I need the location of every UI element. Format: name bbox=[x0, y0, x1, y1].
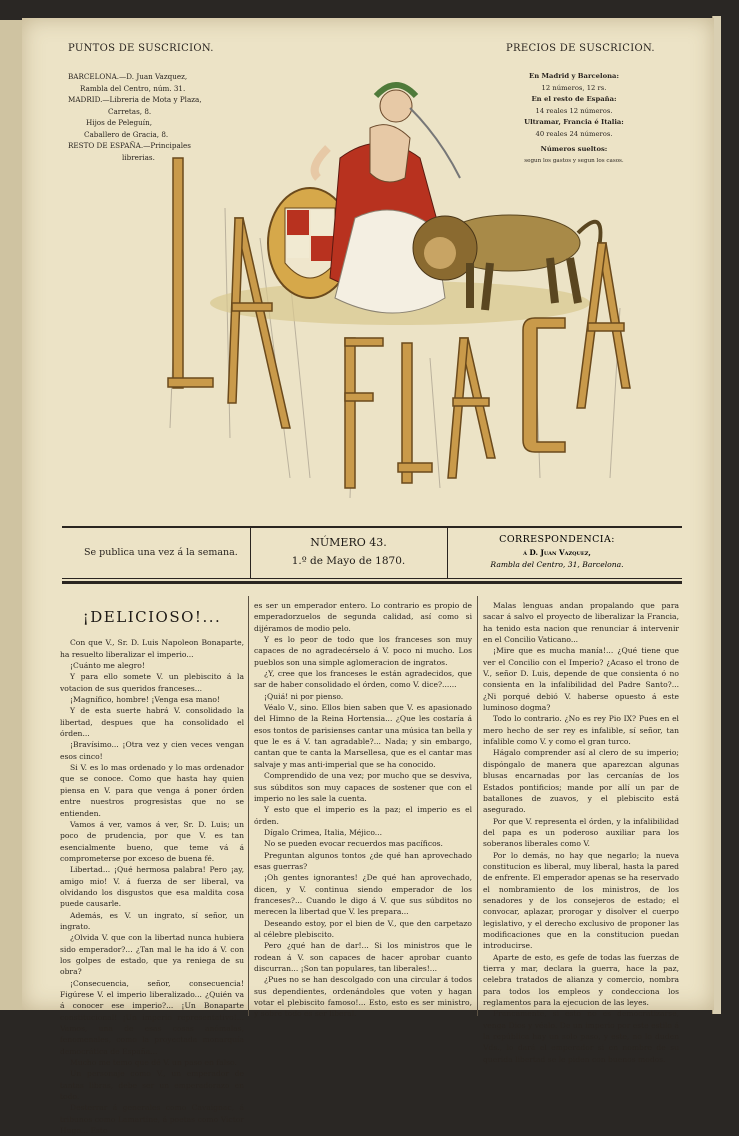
paragraph: Con que V., Sr. D. Luis Napoleon Bonaparte, ha resuelto liberalizar el imperio... bbox=[60, 638, 244, 659]
column-separator bbox=[477, 596, 478, 1016]
left-line: Caballero de Gracia, 8. bbox=[84, 129, 169, 139]
article-column-3 bbox=[483, 600, 679, 1065]
letter-L2-foot bbox=[398, 463, 432, 472]
paragraph: Por lo demás, no hay que negarlo; la nueva constitucion es liberal, muy liberal, hasta la pared de enfrente. El emperador apenas se ha reservado el nombramiento de los ministros, de los senadores y de los consejeros de estado; el convocar, aplazar, prorogar y disolver el cuerpo legislativo, y el derecho exclusivo de proponer las modificaciones que en la constitucion puedan introducirse. bbox=[483, 850, 679, 951]
paragraph: ¡Mire que es mucha manía!... ¿Qué tiene que ver el Concilio con el Imperio? ¿Acaso el trono de V., señor D. Luis, depende de que consienta ó no consienta en la infalibilidad del Padre Santo?... ¿Ni porqué debió V. haberse opuesto á este luminoso dogma? bbox=[483, 646, 679, 713]
left-line: librerias. bbox=[122, 152, 155, 162]
paragraph: Pero ¿qué han de dar!... Si los ministros que le rodean á V. son capaces de hacer aprobar cuanto discurran... ¡Son tan populares, tan liberales!... bbox=[254, 941, 472, 973]
left-line: Carretas, 8. bbox=[108, 106, 152, 116]
paragraph: Y es lo peor de todo que los franceses son muy capaces de no agradecérselo á V. poco ni mucho. Los pueblos son una simple aglomeracion de ingratos. bbox=[254, 635, 472, 667]
paragraph: Hágalo comprender así al clero de su imperio; dispóngalo de manera que aparezcan algunas blusas encarnadas por las cercanías de los Estados pontificios; mande por allí un par de batallones de zuavos, y el plebiscito está asegurado. bbox=[483, 748, 679, 815]
paragraph: Y para ello somete V. un plebiscito á la votacion de sus queridos franceses... bbox=[60, 672, 244, 693]
newspaper-page bbox=[22, 18, 714, 1136]
letter-F-mid bbox=[345, 393, 373, 401]
right-line: En Madrid y Barcelona: bbox=[529, 72, 619, 80]
paragraph: Comprendido de una vez; por mucho que se desviva, sus súbditos son muy capaces de sostener que con el imperio no les sale la cuenta. bbox=[254, 771, 472, 803]
paragraph: Mucho me temo que dé V. un paso en falso. bbox=[70, 1058, 237, 1068]
paragraph: ¡Bravísimo... ¡Otra vez y cien veces vengan esos cinco! bbox=[60, 740, 244, 761]
letter-F-stem bbox=[345, 338, 355, 488]
paragraph: Preguntan algunos tontos ¿de qué han aprovechado esas guerras? bbox=[254, 850, 472, 871]
paragraph: ¿Pues no se han descolgado con una circular á todos sus dependientes, ordenándoles que voten y hagan votar el plebiscito famoso!... Esto, esto es ser ministro, y sobre todo es ser liberal. bbox=[254, 975, 472, 1019]
publication-frequency: Se publica una vez á la semana. bbox=[84, 547, 238, 558]
article-column-1 bbox=[60, 600, 244, 1136]
letter-A3-bar bbox=[588, 323, 624, 331]
la-flaca-masthead-illustration bbox=[140, 58, 640, 528]
right-line: 14 reales 12 números. bbox=[535, 106, 613, 115]
paragraph: Y de esta suerte habrá V. consolidado la libertad, despues que ha consolidado el órden... bbox=[60, 706, 244, 739]
letter-L2-stem bbox=[402, 343, 412, 483]
paragraph: ¡Quiá! ni por pienso. bbox=[264, 691, 344, 701]
left-line: Hijos de Peleguín, bbox=[86, 118, 152, 127]
right-line: En el resto de España: bbox=[531, 95, 617, 103]
paragraph: Por que V. representa el órden, y la infalibilidad del papa es un poderoso auxiliar para los soberanos liberales como V. bbox=[483, 816, 679, 849]
left-line: Rambla del Centro, núm. 31. bbox=[80, 83, 186, 93]
paragraph: ¿Y, cree que los franceses le están agradecidos, que sar de haber consolidado el órden, como V. dice?...... bbox=[254, 669, 472, 690]
right-line: Ultramar, Francia é Italia: bbox=[524, 118, 624, 126]
paragraph: Dígalo Crimea, Italia, Méjico... bbox=[264, 827, 383, 837]
paragraph: Aparte de esto, es gefe de todas las fuerzas de tierra y mar, declara la guerra, hace la paz, celebra tratados de alianza y comercio, nombra para todos los empleos y condecciona los reglamentos para la ejecucion de las leyes. bbox=[483, 952, 679, 1008]
letter-L-stem bbox=[173, 158, 183, 388]
paragraph: Deseando estoy, por el bien de V., que den carpetazo al célebre plebiscito. bbox=[254, 918, 472, 939]
paragraph: Un personaje como V., un emperador de tantas libras, debe ser un emperadorazo en todo. bbox=[60, 1069, 244, 1102]
right-line: 40 reales 24 números. bbox=[535, 129, 613, 138]
subscription-prices-title: PRECIOS DE SUSCRICION. bbox=[506, 43, 655, 54]
letter-L-foot bbox=[168, 378, 213, 387]
correspondence-address: Rambla del Centro, 31, Barcelona. bbox=[490, 560, 624, 569]
paragraph: Libertad... ¡Qué hermosa palabra! Pero ¡ay, amigo mio! V. á fuerza de ser liberal, va olvidando los disgustos que esa maldita cosa puede causarle. bbox=[60, 865, 244, 909]
paragraph: Francamente, si esto no es democratizarse, venga Dios y véalo. De un imperio por este estilo á la república hay un solo paso, y este, no lo duden Vds., lo dará el emperador si en nombre de su querida libertad se le piden con buenos modos. bbox=[483, 1009, 679, 1064]
letter-A-bar bbox=[232, 303, 272, 311]
letter-A2-bar bbox=[453, 398, 489, 406]
left-line: MADRID.—Libreria de Mota y Plaza, bbox=[68, 95, 202, 104]
paragraph: ¡Consecuencia, señor, consecuencia! Figúrese V. el imperio liberalizado... ¿Quién va á conocer ese imperio?... ¡Un Bonaparte constitucional! ¡Un imperio representativo!... Vamos, una de esas cosas anómalas, fenomenales, como la proyectada monarquía democrática de España... bbox=[60, 978, 244, 1056]
issue-date: 1.º de Mayo de 1870. bbox=[291, 555, 406, 567]
correspondence-title: CORRESPONDENCIA: bbox=[499, 534, 615, 545]
paragraph: Desterrar á generales como Cavaignac, á tribunos como Lamartine, á poetas como Victor Hugo... Esto bbox=[60, 1103, 244, 1136]
article-column-2 bbox=[254, 600, 472, 1020]
letter-C bbox=[523, 318, 565, 452]
paragraph: Si V. es lo mas ordenado y lo mas ordenador que se conoce. Como que hasta hay quien piensa en V. para que venga á poner órden entre nuestros progresistas que no se entienden. bbox=[60, 763, 244, 818]
paragraph: Malas lenguas andan propalando que para sacar á salvo el proyecto de liberalizar la Francia, ha tenido esta nacion que renunciar á intervenir en el Concilio Vaticano... bbox=[483, 601, 679, 645]
right-line: 12 números, 12 rs. bbox=[541, 83, 607, 92]
left-line: BARCELONA.—D. Juan Vazquez, bbox=[68, 72, 188, 81]
paragraph: Véalo V., sino. Ellos bien saben que V. es apasionado del Himno de la Reina Hortensia... ¿Que les costaría á esos tontos de parisienses cantar una música tan bella y que le es á V. tan agradable?... Nada; y sin embargo, cantan que te canta la Marsellesa, que es el cantar mas salvaje y mas anti-imperial que se ha conocido. bbox=[254, 703, 472, 769]
column-separator bbox=[248, 596, 249, 1016]
paragraph: No se pueden evocar recuerdos mas pacíficos. bbox=[264, 839, 443, 849]
article-title: ¡DELICIOSO!... bbox=[82, 608, 222, 626]
paragraph: ¡Oh gentes ignorantes! ¿De qué han aprovechado, dicen, y V. continua siendo emperador de los franceses?... Cuando le digo á V. que sus súbditos no merecen la libertad que V. les prepara... bbox=[254, 873, 472, 917]
paragraph: Además, es V. un ingrato, sí señor, un ingrato. bbox=[60, 910, 244, 931]
left-line: RESTO DE ESPAÑA.—Principales bbox=[68, 141, 191, 150]
issue-number: NÚMERO 43. bbox=[310, 536, 387, 549]
paragraph: Vamos á ver, vamos á ver, Sr. D. Luis; un poco de prudencia, por que V. es tan esencialmente bueno, que teme vá á comprometerse por exceso de buena fé. bbox=[60, 819, 244, 863]
paragraph: es ser un emperador entero. Lo contrario es propio de emperadorzuelos de segunda calidad, así como si dijéramos de modio pelo. bbox=[254, 601, 472, 633]
correspondence-name: á D. Juan Vazquez, bbox=[523, 548, 591, 557]
paragraph: ¡Magnífico, hombre! ¡Venga esa mano! bbox=[70, 695, 220, 705]
infobar-bottom-rule bbox=[62, 578, 682, 579]
subscription-points-title: PUNTOS DE SUSCRICION. bbox=[68, 43, 214, 54]
right-line: Números sueltos: bbox=[540, 145, 608, 153]
paragraph: ¡Cuánto me alegro! bbox=[70, 661, 145, 671]
paragraph: Todo lo contrario. ¿No es rey Pio IX? Pues en el mero hecho de ser rey es infalible, sí señor, tan infalible como V. y como el gran turco. bbox=[483, 714, 679, 747]
infobar-bottom-rule-thick bbox=[62, 581, 682, 584]
paragraph: Y esto que el imperio es la paz; el imperio es el órden. bbox=[254, 805, 472, 826]
letter-F-top bbox=[345, 338, 383, 346]
letter-A2-left bbox=[448, 338, 468, 478]
right-line: segun los gastos y segun los casos. bbox=[524, 157, 624, 164]
top-rule bbox=[62, 526, 682, 528]
paragraph: ¿Olvida V. que con la libertad nunca hubiera sido emperador?... ¿Tan mal le ha ido á V. con los golpes de estado, que ya reniega de su obra? bbox=[60, 933, 244, 977]
